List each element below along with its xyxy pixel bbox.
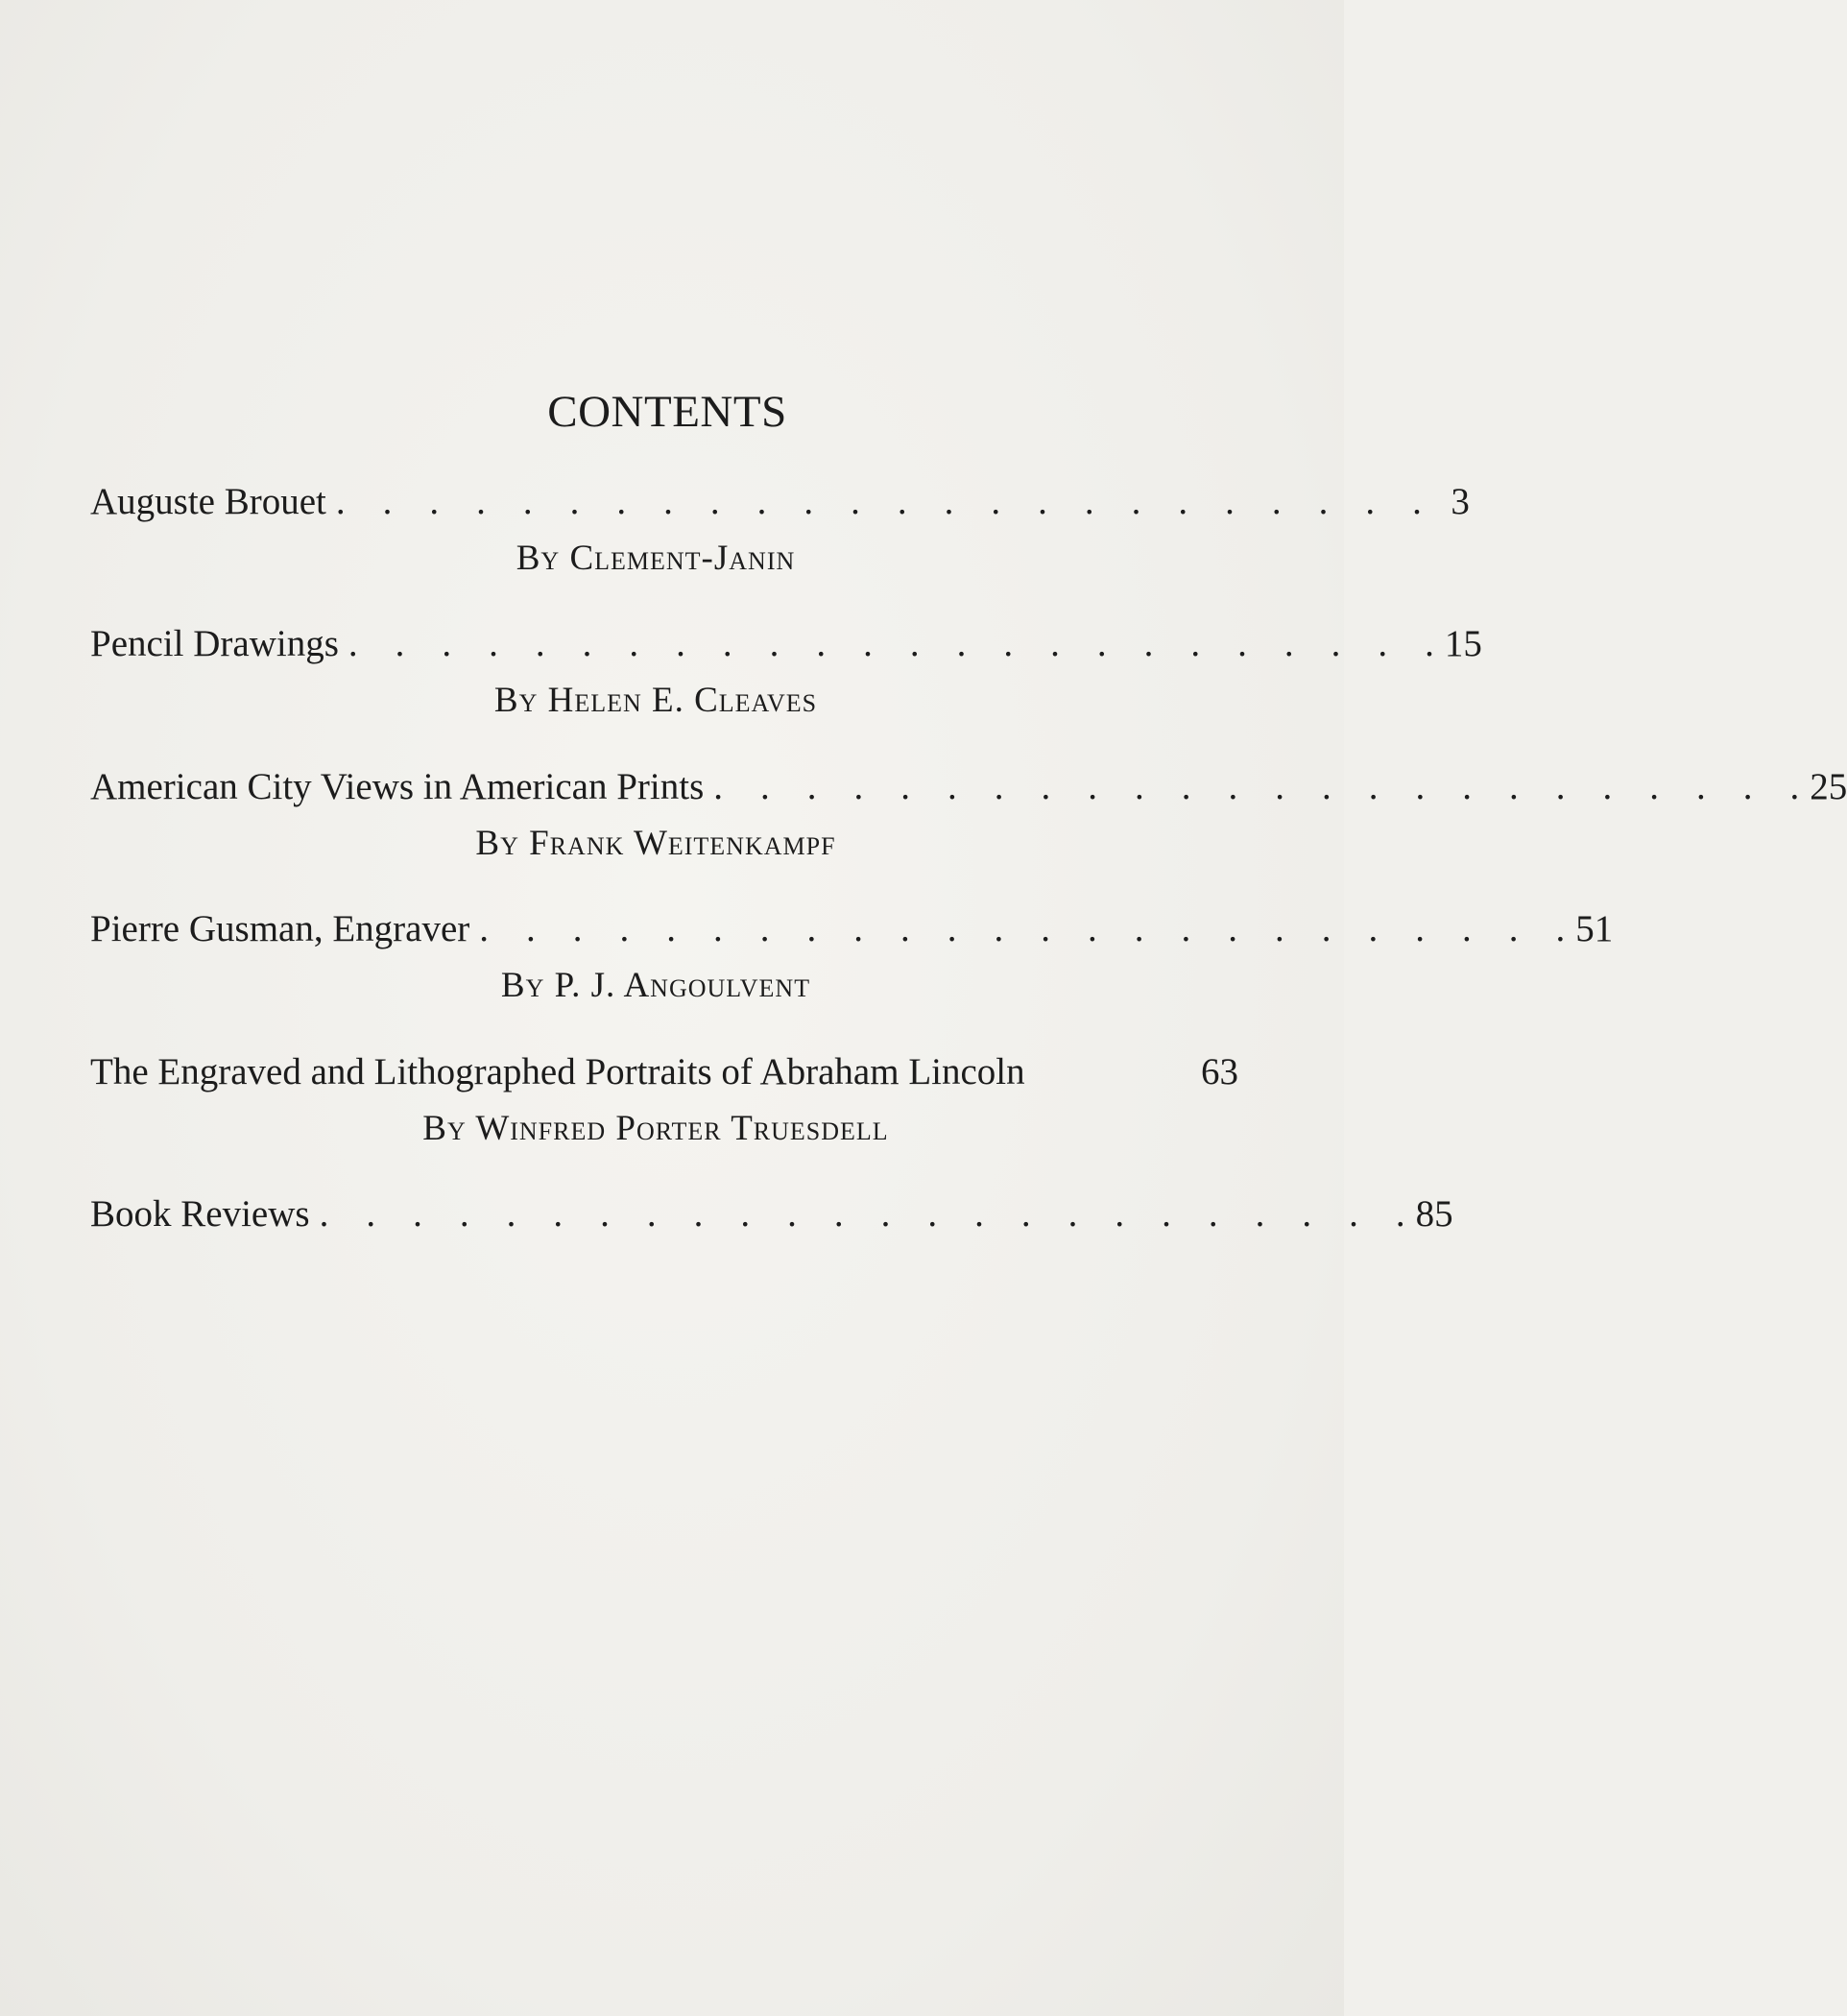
contents-heading: CONTENTS (547, 387, 787, 437)
entry-author: By Winfred Porter Truesdell (422, 1109, 889, 1148)
toc-entry (90, 1192, 1453, 1242)
entry-page-number: 85 (1415, 1193, 1453, 1235)
toc-entry (90, 480, 1470, 579)
leader-dots: . . . . . . . . . . . . . . . . . . . . . . . . (319, 1193, 1405, 1235)
entry-title: The Engraved and Lithographed Portraits of Abraham Lincoln (90, 1051, 1025, 1092)
toc-entry (90, 1050, 1238, 1149)
toc-entry (90, 907, 1614, 1006)
entry-author: By P. J. Angoulvent (500, 966, 811, 1005)
entry-page-number: 63 (1201, 1051, 1238, 1092)
leader-dots: . . . . . . . . . . . . . . . . . . . . . . . . (713, 766, 1800, 807)
entry-title: Pierre Gusman, Engraver (90, 908, 470, 949)
entry-page-number: 25 (1810, 766, 1847, 807)
entry-title: Auguste Brouet (90, 481, 326, 522)
entry-author: By Helen E. Cleaves (493, 681, 818, 720)
entry-title: Pencil Drawings (90, 623, 339, 664)
entry-page-number: 3 (1451, 481, 1470, 522)
entry-page-number: 15 (1444, 623, 1482, 664)
leader-dots: . . . . . . . . . . . . . . . . . . . . . . . . (348, 623, 1434, 664)
leader-dots: . . . . . . . . . . . . . . . . . . . . . . . . (335, 481, 1422, 522)
toc-entry (90, 765, 1847, 864)
leader-dots: . . . . . . . . . . . . . . . . . . . . . . . . (479, 908, 1566, 949)
leader-dots (1035, 1050, 1190, 1093)
entry-title: American City Views in American Prints (90, 766, 705, 807)
entry-author: By Frank Weitenkampf (475, 824, 836, 863)
entry-title: Book Reviews (90, 1193, 310, 1235)
entry-author: By Clement-Janin (516, 539, 796, 578)
entry-page-number: 51 (1575, 908, 1614, 949)
toc-entry (90, 622, 1482, 721)
